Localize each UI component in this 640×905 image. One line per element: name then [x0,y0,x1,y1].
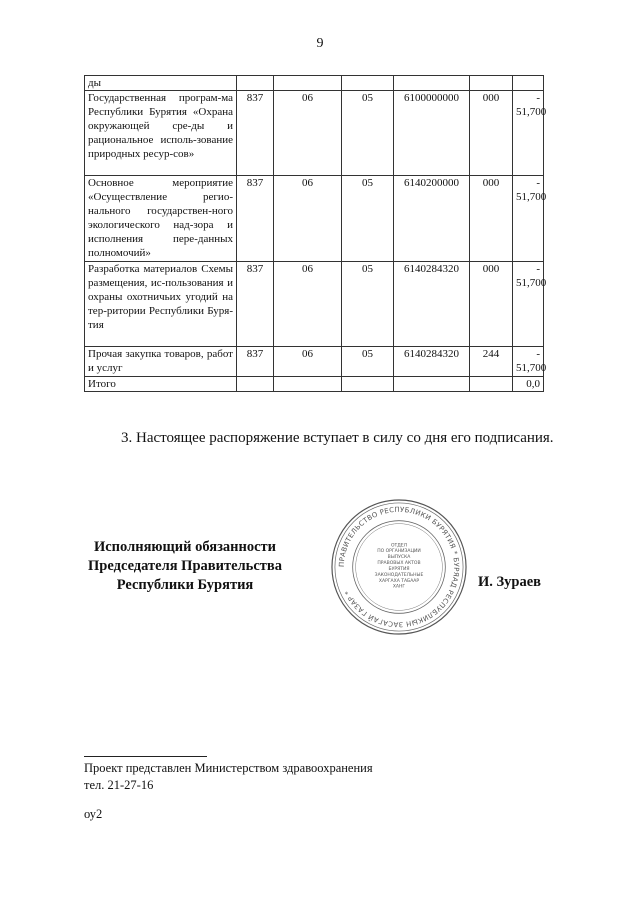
cell-section: 06 [274,176,342,262]
cell-type: 000 [470,262,513,347]
table-row-total [85,377,544,392]
seal-line: ПРАВОВЫХ АКТОВ [377,561,421,567]
cell-section [274,377,342,392]
table-row [85,76,544,91]
cell-amount [513,76,544,91]
seal-line: ВЫПУСКА [387,555,411,561]
seal-line: ХАНГ [392,584,406,590]
table-row [85,347,544,377]
cell-section: 06 [274,347,342,377]
footnote [84,760,373,794]
cell-subsection [342,377,394,392]
seal-line: ОТДЕЛ [390,543,408,549]
cell-target: 6140284320 [394,262,470,347]
row-name: Итого [85,377,237,392]
cell-target [394,76,470,91]
footnote-divider [84,756,207,757]
row-name: Разработка материалов Схемы размещения, ис-пользования и охраны охотничьих угодий на тер-ритории Республики Буря-тия [85,262,237,347]
cell-subsection [342,76,394,91]
cell-type: 000 [470,91,513,176]
cell-code: 837 [237,347,274,377]
table-row [85,91,544,176]
cell-target: 6140200000 [394,176,470,262]
cell-amount: - 51,700 [513,347,544,377]
signer-name: И. Зураев [478,574,542,590]
cell-amount: - 51,700 [513,262,544,347]
cell-subsection: 05 [342,176,394,262]
seal-line: БУРЯТИЯ [388,566,410,572]
cell-type: 244 [470,347,513,377]
signer-title-line: Председателя Правительства [88,558,282,574]
cell-section [274,76,342,91]
cell-code: 837 [237,262,274,347]
cell-subsection: 05 [342,262,394,347]
table-row [85,176,544,262]
cell-type [470,76,513,91]
seal-line: ЗАКОНОДАТЕЛЬНЫЕ [374,572,424,578]
cell-code: 837 [237,91,274,176]
signer-title [80,538,290,595]
page-number: 9 [316,36,324,51]
seal-outer-text: ПРАВИТЕЛЬСТВО РЕСПУБЛИКИ БУРЯТИЯ * БУРЯАД РЕСПУБЛИКЫН ЗАСАГАЙ ГАЗАР * [337,505,461,629]
cell-amount: 0,0 [513,377,544,392]
row-name: Государственная програм-ма Республики Бурятия «Охрана окружающей сре-ды и рациональное исполь-зование природных ресур-сов» [85,91,237,176]
cell-code [237,76,274,91]
seal-line: ПО ОРГАНИЗАЦИИ [377,549,421,555]
budget-table [84,75,547,392]
signer-title-line: Республики Бурятия [116,577,254,593]
row-name: Прочая закупка товаров, работ и услуг [85,347,237,377]
cell-code [237,377,274,392]
cell-amount: - 51,700 [513,176,544,262]
cell-section: 06 [274,91,342,176]
cell-section: 06 [274,262,342,347]
cell-target [394,377,470,392]
clause-paragraph: 3. Настоящее распоряжение вступает в силу со дня его подписания. [121,430,554,446]
seal-line: ХАРГАХА ТАБААР [378,578,420,584]
cell-subsection: 05 [342,347,394,377]
signer-title-line: Исполняющий обязанности [93,539,277,555]
cell-target: 6140284320 [394,347,470,377]
cell-subsection: 05 [342,91,394,176]
row-name: Основное мероприятие «Осуществление регио-нального государствен-ного экологического над-зора и исполнения пере-данных полномочий» [85,176,237,262]
footnote-line: тел. 21-27-16 [84,778,154,792]
table-row [85,262,544,347]
cell-type [470,377,513,392]
cell-amount: - 51,700 [513,91,544,176]
cell-code: 837 [237,176,274,262]
footnote-line: Проект представлен Министерством здравоохранения [84,761,373,775]
document-mark: оу2 [84,807,103,821]
row-name: ды [85,76,237,91]
cell-target: 6100000000 [394,91,470,176]
official-seal-stamp [330,498,468,636]
cell-type: 000 [470,176,513,262]
